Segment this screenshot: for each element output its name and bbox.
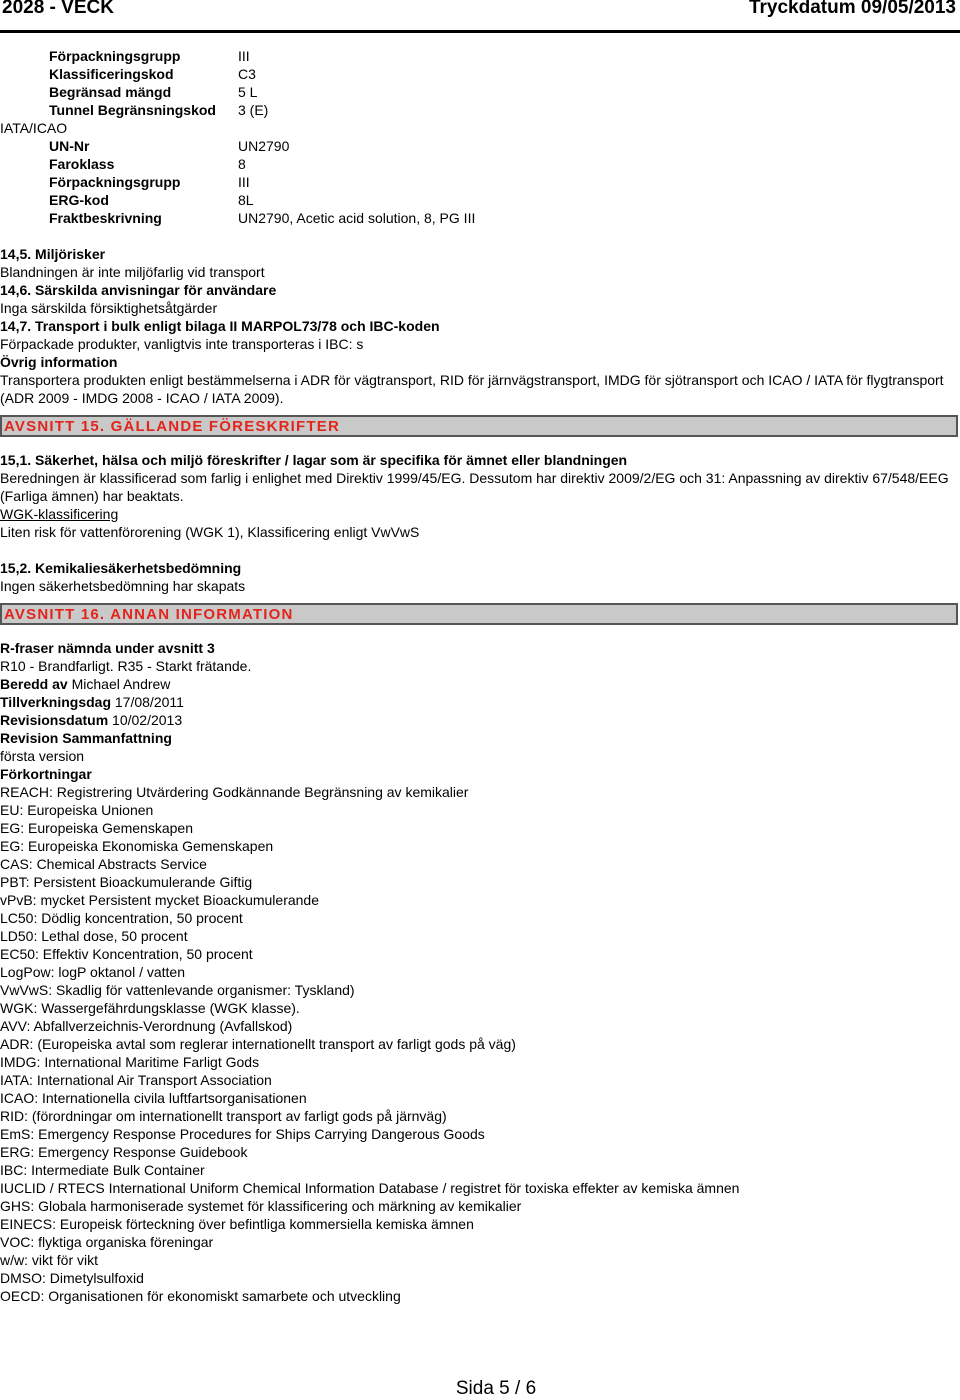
section-15-1-text: Beredningen är klassificerad som farlig i enlighet med Direktiv 1999/45/EG. Dessutom har direktiv 2009/2/EG och 31: Anpassning av direktiv 67/548/EEG (Farliga ämnen) har beaktats. <box>0 470 949 504</box>
list-item: REACH: Registrering Utvärdering Godkännande Begränsning av kemikalier <box>0 784 469 800</box>
list-item: ERG: Emergency Response Guidebook <box>0 1144 248 1160</box>
kv-key: UN-Nr <box>49 138 90 154</box>
list-item: GHS: Globala harmoniserade systemet för klassificering och märkning av kemikalier <box>0 1198 522 1214</box>
section-14-7-text: Förpackade produkter, vanligtvis inte transporteras i IBC: s <box>0 336 364 352</box>
kv-row <box>0 65 958 83</box>
creation-date-value: 17/08/2011 <box>114 694 184 710</box>
revision-date <box>0 711 958 729</box>
list-item: EG: Europeiska Ekonomiska Gemenskapen <box>0 838 274 854</box>
kv-key: Tunnel Begränsningskod <box>49 102 216 118</box>
section-14-5-text: Blandningen är inte miljöfarlig vid transport <box>0 264 265 280</box>
list-item: ICAO: Internationella civila luftfartsorganisationen <box>0 1090 307 1106</box>
wgk-label: WGK-klassificering <box>0 506 119 522</box>
list-item: VOC: flyktiga organiska föreningar <box>0 1234 214 1250</box>
list-item: ADR: (Europeiska avtal som reglerar internationellt transport av farligt gods på väg) <box>0 1036 516 1052</box>
list-item: WGK: Wassergefährdungsklasse (WGK klasse). <box>0 1000 300 1016</box>
kv-row <box>0 209 958 227</box>
kv-key: Klassificeringskod <box>49 66 174 82</box>
kv-row <box>0 83 958 101</box>
kv-value: UN2790 <box>238 138 290 154</box>
list-item: RID: (förordningar om internationellt transport av farligt gods på järnväg) <box>0 1108 447 1124</box>
other-info-title: Övrig information <box>0 354 118 370</box>
creation-date-label: Tillverkningsdag <box>0 694 111 710</box>
wgk-text: Liten risk för vattenförorening (WGK 1), Klassificering enligt VwVwS <box>0 524 420 540</box>
section-14-5-title: 14,5. Miljörisker <box>0 246 106 262</box>
kv-value: III <box>238 174 250 190</box>
page-number: Sida 5 / 6 <box>455 1378 537 1399</box>
kv-key: Begränsad mängd <box>49 84 172 100</box>
spacer <box>0 227 958 245</box>
kv-key: Förpackningsgrupp <box>49 48 181 64</box>
list-item: CAS: Chemical Abstracts Service <box>0 856 207 872</box>
kv-value: III <box>238 48 250 64</box>
other-info-text: Transportera produkten enligt bestämmelserna i ADR för vägtransport, RID för järnvägstransport, IMDG för sjötransport och ICAO / IATA för flygtransport (ADR 2009 - IMDG 2008 - ICAO / IATA 2009). <box>0 372 944 406</box>
revision-date-value: 10/02/2013 <box>112 712 183 728</box>
kv-value: 5 L <box>238 84 258 100</box>
list-item: IUCLID / RTECS International Uniform Chemical Information Database / registret för toxiska effekter av kemiska ämnen <box>0 1180 740 1196</box>
kv-key: Faroklass <box>49 156 115 172</box>
list-item: EINECS: Europeisk förteckning över befintliga kommersiella kemiska ämnen <box>0 1216 474 1232</box>
list-item: w/w: vikt för vikt <box>0 1252 99 1268</box>
list-item: OECD: Organisationen för ekonomiskt samarbete och utveckling <box>0 1288 401 1304</box>
list-item: vPvB: mycket Persistent mycket Bioackumulerande <box>0 892 320 908</box>
kv-value: 3 (E) <box>238 102 269 118</box>
list-item: IATA: International Air Transport Association <box>0 1072 272 1088</box>
list-item: IBC: Intermediate Bulk Container <box>0 1162 205 1178</box>
kv-row <box>0 101 958 119</box>
revision-summary-text: första version <box>0 748 85 764</box>
kv-row <box>0 137 958 155</box>
section-15-banner <box>0 415 958 437</box>
creation-date <box>0 693 958 711</box>
list-item: IMDG: International Maritime Farligt Gods <box>0 1054 260 1070</box>
list-item: EmS: Emergency Response Procedures for Ships Carrying Dangerous Goods <box>0 1126 485 1142</box>
list-item: LogPow: logP oktanol / vatten <box>0 964 185 980</box>
print-date: Tryckdatum 09/05/2013 <box>748 0 956 18</box>
kv-key: Fraktbeskrivning <box>49 210 162 226</box>
section-16-banner <box>0 603 958 625</box>
kv-row <box>0 173 958 191</box>
section-15-1-title: 15,1. Säkerhet, hälsa och miljö föreskrifter / lagar som är specifika för ämnet eller blandningen <box>0 452 628 468</box>
kv-row <box>0 47 958 65</box>
prepared-by <box>0 675 958 693</box>
list-item: LC50: Dödlig koncentration, 50 procent <box>0 910 243 926</box>
section-14-7-title: 14,7. Transport i bulk enligt bilaga II MARPOL73/78 och IBC-koden <box>0 318 440 334</box>
revision-summary-title: Revision Sammanfattning <box>0 730 172 746</box>
rphrases-title: R-fraser nämnda under avsnitt 3 <box>0 640 215 656</box>
kv-key: Förpackningsgrupp <box>49 174 181 190</box>
page-header <box>0 0 960 32</box>
list-item: LD50: Lethal dose, 50 procent <box>0 928 188 944</box>
prepared-by-label: Beredd av <box>0 676 68 692</box>
kv-value: 8L <box>238 192 254 208</box>
product-name: 2028 - VECK <box>2 0 114 18</box>
list-item: PBT: Persistent Bioackumulerande Giftig <box>0 874 253 890</box>
revision-date-label: Revisionsdatum <box>0 712 109 728</box>
list-item: VwVwS: Skadlig för vattenlevande organismer: Tyskland) <box>0 982 355 998</box>
section-15-2-title: 15,2. Kemikaliesäkerhetsbedömning <box>0 560 242 576</box>
kv-value: UN2790, Acetic acid solution, 8, PG III <box>238 210 476 226</box>
kv-row <box>0 155 958 173</box>
kv-row <box>0 191 958 209</box>
header-rule <box>0 30 960 33</box>
list-item: EC50: Effektiv Koncentration, 50 procent <box>0 946 253 962</box>
list-item: AVV: Abfallverzeichnis-Verordnung (Avfallskod) <box>0 1018 293 1034</box>
abbreviations-list <box>0 783 958 1305</box>
section-14-6-title: 14,6. Särskilda anvisningar för användare <box>0 282 277 298</box>
list-item: EU: Europeiska Unionen <box>0 802 154 818</box>
section-16-title: AVSNITT 16. ANNAN INFORMATION <box>4 606 294 623</box>
section-15-title: AVSNITT 15. GÄLLANDE FÖRESKRIFTER <box>4 418 341 435</box>
spacer <box>0 541 958 559</box>
kv-key: ERG-kod <box>49 192 109 208</box>
prepared-by-value: Michael Andrew <box>71 676 171 692</box>
abbreviations-title: Förkortningar <box>0 766 92 782</box>
iata-heading: IATA/ICAO <box>0 120 68 136</box>
list-item: DMSO: Dimetylsulfoxid <box>0 1270 144 1286</box>
rphrases-text: R10 - Brandfarligt. R35 - Starkt frätande. <box>0 658 252 674</box>
kv-value: C3 <box>238 66 256 82</box>
section-15-2-text: Ingen säkerhetsbedömning har skapats <box>0 578 246 594</box>
list-item: EG: Europeiska Gemenskapen <box>0 820 193 836</box>
kv-value: 8 <box>238 156 246 172</box>
document-body <box>0 47 958 1305</box>
section-14-6-text: Inga särskilda försiktighetsåtgärder <box>0 300 218 316</box>
